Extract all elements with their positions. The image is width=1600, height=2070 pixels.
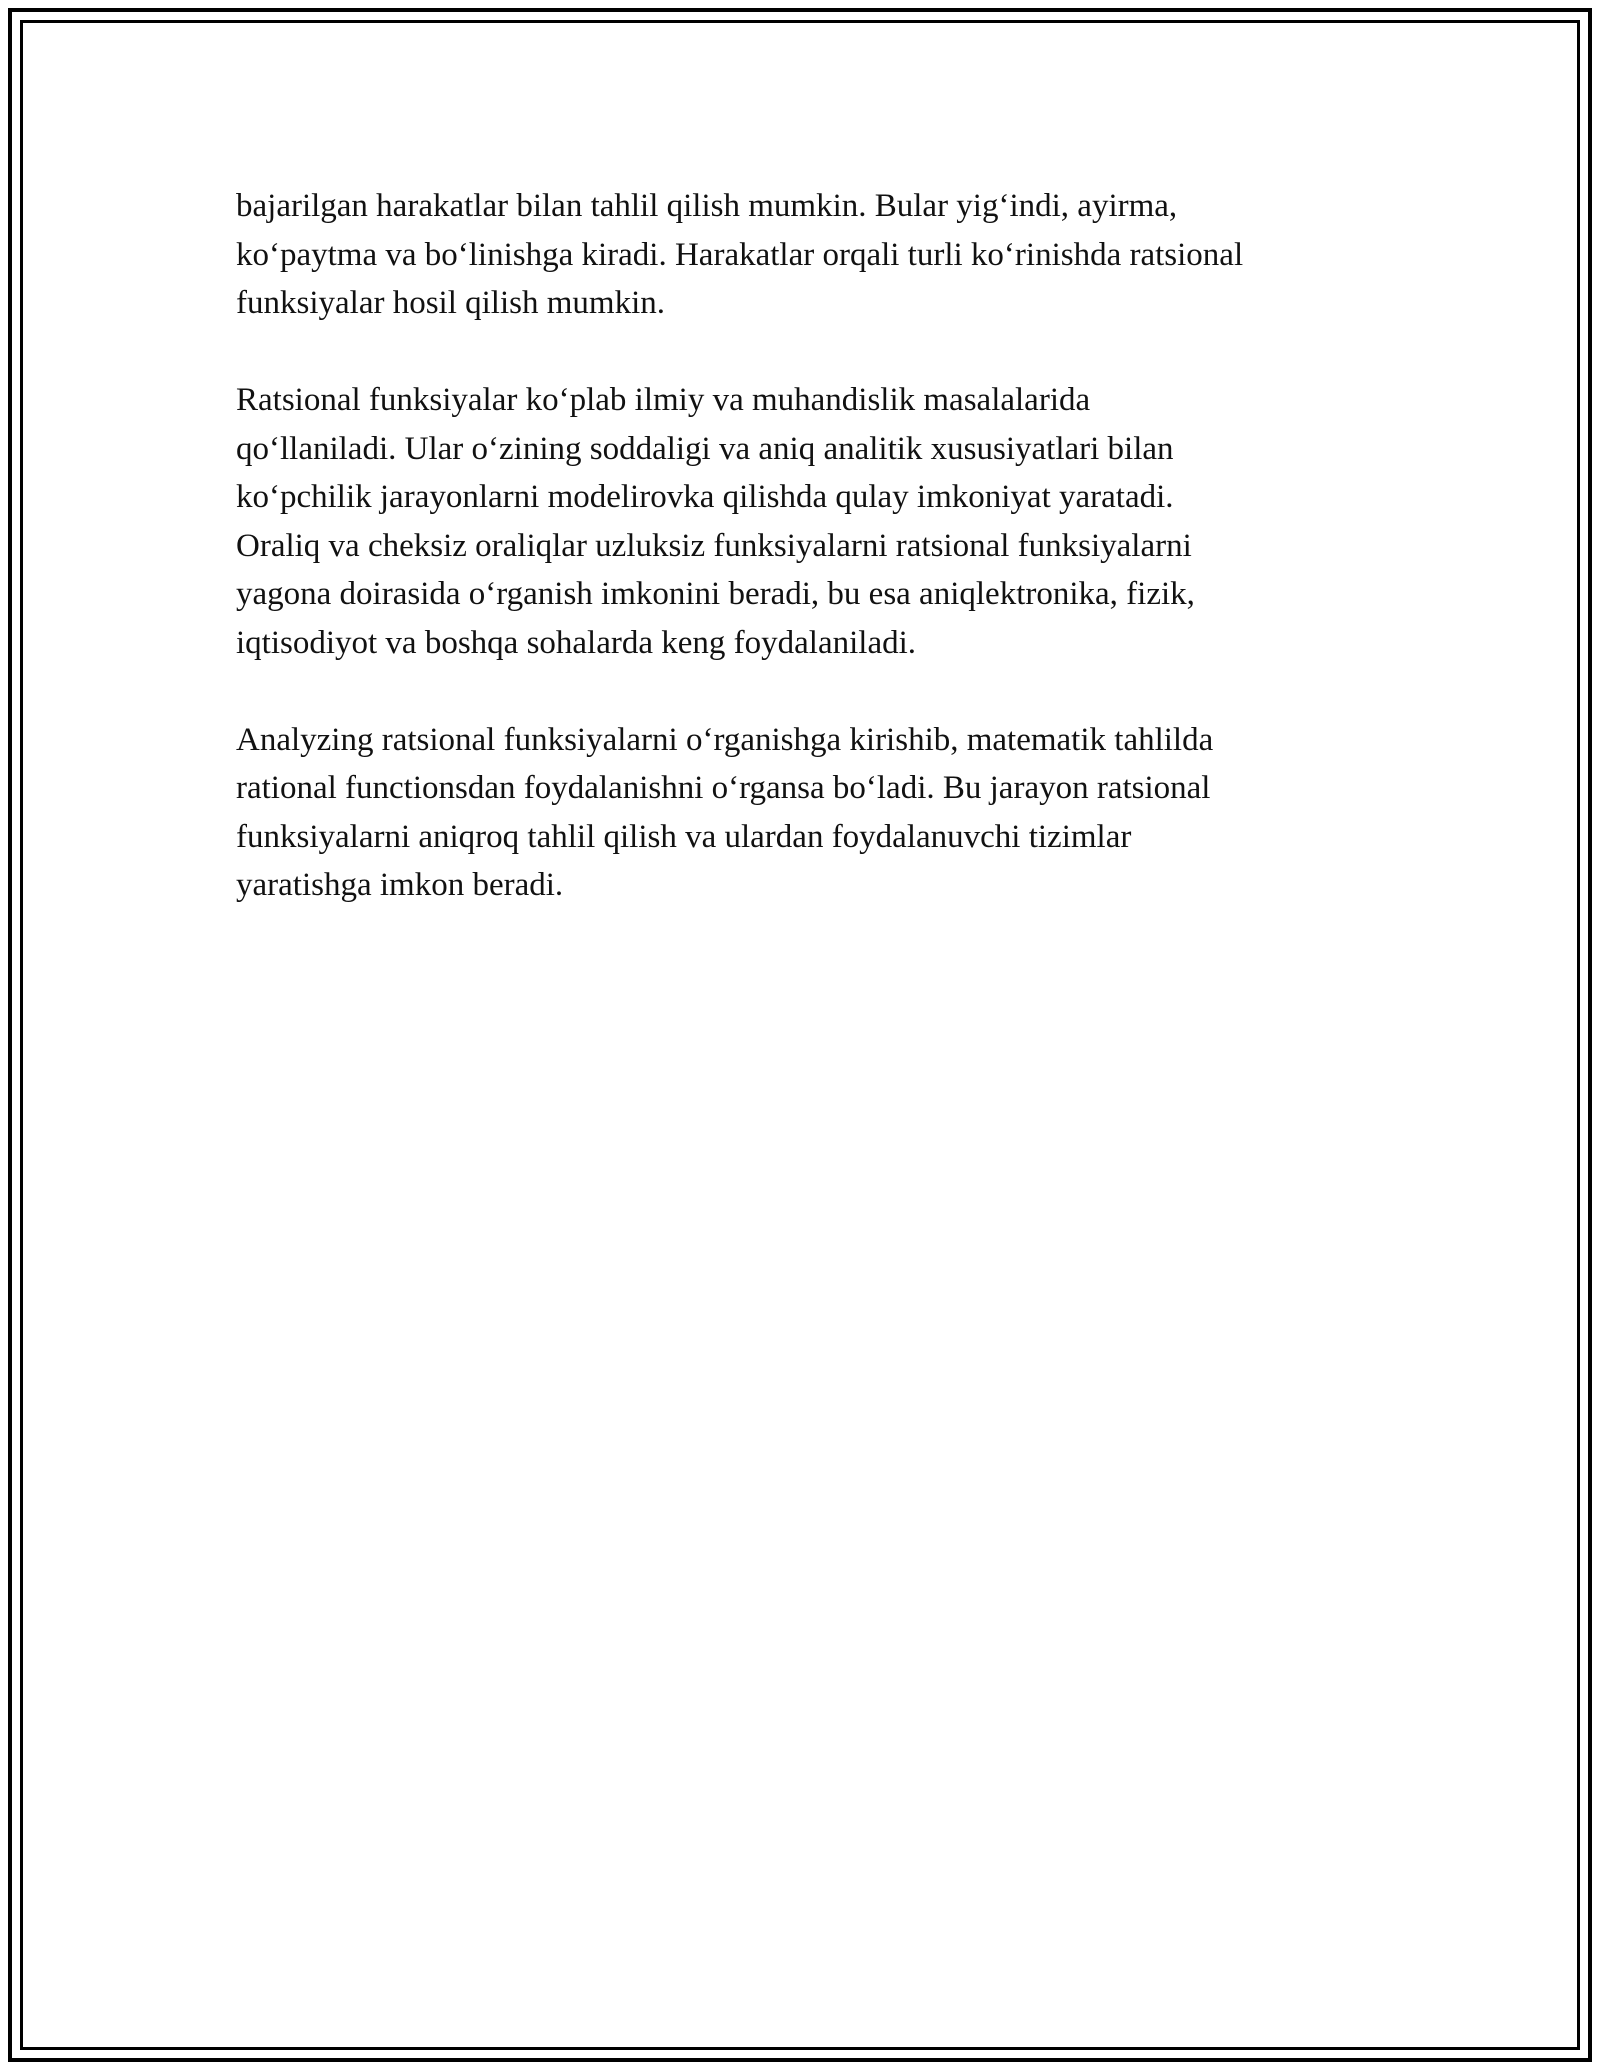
text-line: Ratsional funksiyalar ko‘plab ilmiy va muhandislik masalalarida (236, 382, 1091, 418)
text-line: rational functionsdan foydalanishni o‘rgansa bo‘ladi. Bu jarayon ratsional (236, 770, 1211, 806)
text-line: iqtisodiyot va boshqa sohalarda keng foydalaniladi. (236, 624, 917, 661)
text-line: funksiyalarni aniqroq tahlil qilish va ulardan foydalanuvchi tizimlar (236, 818, 1132, 855)
paragraph-3 (236, 716, 1416, 910)
text-line: funksiyalar hosil qilish mumkin. (236, 285, 665, 321)
text-line: bajarilgan harakatlar bilan tahlil qilish mumkin. Bular yig‘indi, ayirma, (236, 188, 1178, 224)
text-line: yaratishga imkon beradi. (236, 867, 564, 903)
text-line: ko‘paytma va bo‘linishga kiradi. Harakatlar orqali turli ko‘rinishda ratsional (236, 236, 1244, 273)
document-body (236, 182, 1416, 958)
text-line: yagona doirasida o‘rganish imkonini beradi, bu esa aniqlektronika, fizik, (236, 576, 1195, 612)
paragraph-1 (236, 182, 1416, 328)
paragraph-2 (236, 376, 1416, 667)
text-line: ko‘pchilik jarayonlarni modelirovka qilishda qulay imkoniyat yaratadi. (236, 479, 1174, 515)
text-line: Analyzing ratsional funksiyalarni o‘rganishga kirishib, matematik tahlilda (236, 721, 1214, 758)
text-line: Oraliq va cheksiz oraliqlar uzluksiz funksiyalarni ratsional funksiyalarni (236, 527, 1192, 564)
text-line: qo‘llaniladi. Ular o‘zining soddaligi va aniq analitik xususiyatlari bilan (236, 430, 1174, 467)
